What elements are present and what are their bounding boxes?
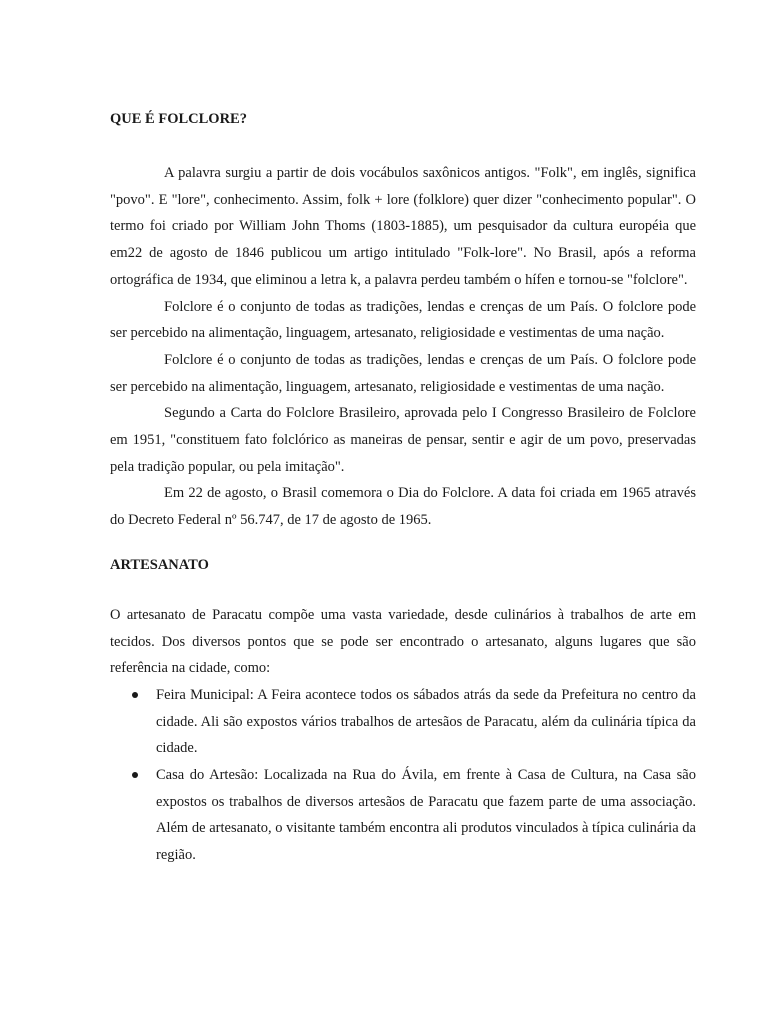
list-item-casa-do-artesao [110,762,696,869]
paragraph-dia-do-folclore: Em 22 de agosto, o Brasil comemora o Dia do Folclore. A data foi criada em 1965 através do Decreto Federal nº 56.747, de 17 de agosto de 1965. [110,485,696,529]
artesanato-list [110,682,696,869]
bullet-icon [132,772,138,778]
paragraph-definition-repeat: Folclore é o conjunto de todas as tradições, lendas e crenças de um País. O folclore pode ser percebido na alimentação, linguagem, artesanato, religiosidade e vestimentas de uma nação. [110,351,696,395]
list-item-text: Feira Municipal: A Feira acontece todos os sábados atrás da sede da Prefeitura no centro da cidade. Ali são expostos vários trabalhos de artesãos de Paracatu, além da culinária típica da cidade. [156,686,696,757]
list-item-feira [110,682,696,762]
document-page [110,108,696,869]
paragraph-artesanato-intro: O artesanato de Paracatu compõe uma vasta variedade, desde culinários à trabalhos de arte em tecidos. Dos diversos pontos que se pode ser encontrado o artesanato, alguns lugares que são referência na cidade, como: [110,606,696,677]
section-title-folclore: QUE É FOLCLORE? [110,111,247,127]
paragraph-carta: Segundo a Carta do Folclore Brasileiro, aprovada pelo I Congresso Brasileiro de Folclore em 1951, "constituem fato folclórico as maneiras de pensar, sentir e agir de um povo, preservadas pela tradição popular, ou pela imitação". [110,405,696,475]
paragraph-origin: A palavra surgiu a partir de dois vocábulos saxônicos antigos. "Folk", em inglês, significa "povo". E "lore", conhecimento. Assim, folk + lore (folklore) quer dizer "conhecimento popular". O termo foi criado por William John Thoms (1803-1885), um pesquisador da cultura européia que em22 de agosto de 1846 publicou um artigo intitulado "Folk-lore". No Brasil, após a reforma ortográfica de 1934, que eliminou a letra k, a palavra perdeu também o hífen e tornou-se "folclore". [110,165,696,288]
list-item-text: Casa do Artesão: Localizada na Rua do Ávila, em frente à Casa de Cultura, na Casa são expostos os trabalhos de diversos artesãos de Paracatu que fazem parte de uma associação. Além de artesanato, o visitante também encontra ali produtos vinculados à típica culinária da região. [156,767,696,864]
paragraph-definition: Folclore é o conjunto de todas as tradições, lendas e crenças de um País. O folclore pode ser percebido na alimentação, linguagem, artesanato, religiosidade e vestimentas de uma nação. [110,298,696,342]
section-title-artesanato: ARTESANATO [110,556,209,573]
bullet-icon [132,692,138,698]
